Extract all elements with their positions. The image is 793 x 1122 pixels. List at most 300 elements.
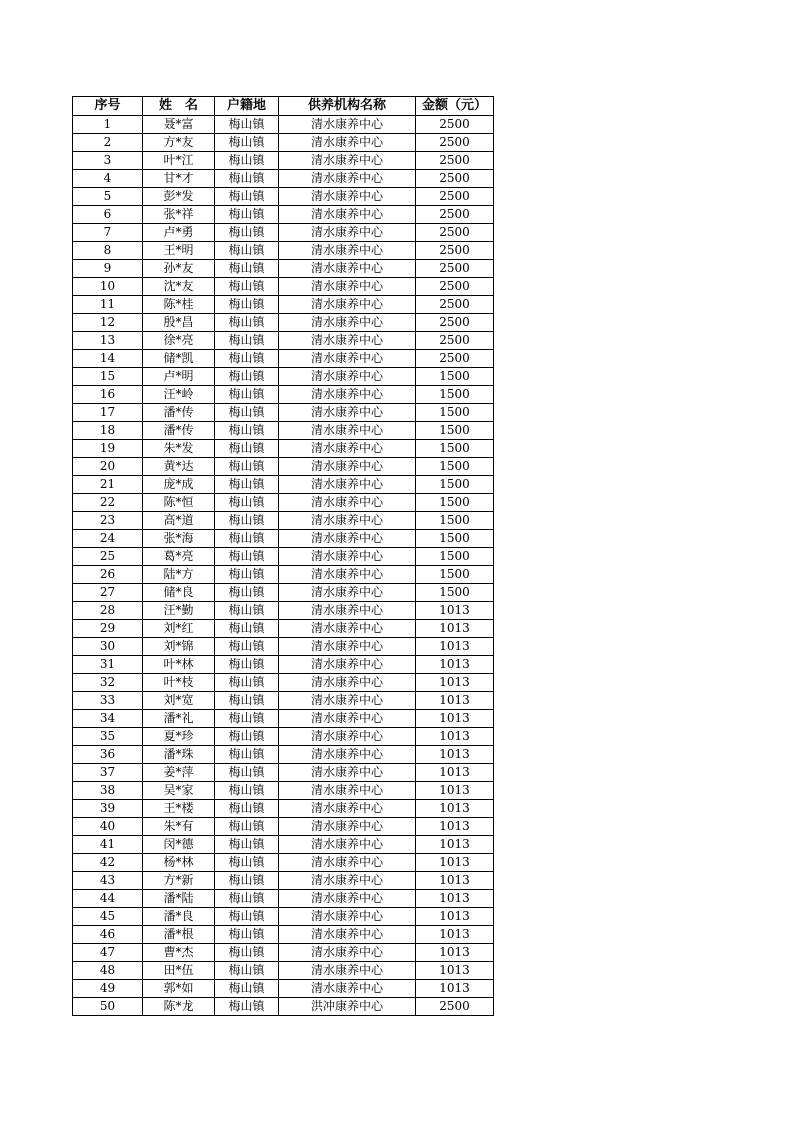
cell-name: 汪*勤 bbox=[143, 602, 215, 620]
table-row bbox=[73, 260, 494, 278]
cell-institution: 清水康养中心 bbox=[279, 674, 416, 692]
cell-amount: 1500 bbox=[416, 494, 494, 512]
cell-residence: 梅山镇 bbox=[215, 620, 279, 638]
cell-amount: 1500 bbox=[416, 548, 494, 566]
cell-institution: 清水康养中心 bbox=[279, 692, 416, 710]
cell-index: 33 bbox=[73, 692, 143, 710]
cell-index: 37 bbox=[73, 764, 143, 782]
table-row bbox=[73, 854, 494, 872]
cell-name: 沈*友 bbox=[143, 278, 215, 296]
cell-index: 42 bbox=[73, 854, 143, 872]
cell-index: 13 bbox=[73, 332, 143, 350]
cell-name: 高*道 bbox=[143, 512, 215, 530]
table-row bbox=[73, 134, 494, 152]
cell-institution: 清水康养中心 bbox=[279, 116, 416, 134]
cell-residence: 梅山镇 bbox=[215, 350, 279, 368]
cell-residence: 梅山镇 bbox=[215, 422, 279, 440]
cell-residence: 梅山镇 bbox=[215, 224, 279, 242]
cell-name: 陆*方 bbox=[143, 566, 215, 584]
cell-residence: 梅山镇 bbox=[215, 278, 279, 296]
cell-institution: 清水康养中心 bbox=[279, 620, 416, 638]
cell-name: 郭*如 bbox=[143, 980, 215, 998]
header-row bbox=[73, 97, 494, 116]
cell-amount: 1013 bbox=[416, 674, 494, 692]
cell-institution: 清水康养中心 bbox=[279, 818, 416, 836]
cell-index: 2 bbox=[73, 134, 143, 152]
cell-name: 朱*有 bbox=[143, 818, 215, 836]
table-row bbox=[73, 908, 494, 926]
table-row bbox=[73, 458, 494, 476]
cell-residence: 梅山镇 bbox=[215, 764, 279, 782]
cell-institution: 清水康养中心 bbox=[279, 872, 416, 890]
cell-name: 刘*宽 bbox=[143, 692, 215, 710]
cell-residence: 梅山镇 bbox=[215, 638, 279, 656]
cell-institution: 清水康养中心 bbox=[279, 530, 416, 548]
table-row bbox=[73, 224, 494, 242]
cell-residence: 梅山镇 bbox=[215, 116, 279, 134]
table-row bbox=[73, 332, 494, 350]
cell-institution: 清水康养中心 bbox=[279, 836, 416, 854]
cell-index: 30 bbox=[73, 638, 143, 656]
cell-amount: 1013 bbox=[416, 710, 494, 728]
cell-index: 15 bbox=[73, 368, 143, 386]
cell-residence: 梅山镇 bbox=[215, 188, 279, 206]
table-row bbox=[73, 818, 494, 836]
cell-institution: 清水康养中心 bbox=[279, 566, 416, 584]
table-row bbox=[73, 188, 494, 206]
table-row bbox=[73, 710, 494, 728]
cell-residence: 梅山镇 bbox=[215, 728, 279, 746]
cell-index: 1 bbox=[73, 116, 143, 134]
cell-institution: 清水康养中心 bbox=[279, 350, 416, 368]
cell-institution: 清水康养中心 bbox=[279, 422, 416, 440]
cell-index: 8 bbox=[73, 242, 143, 260]
cell-residence: 梅山镇 bbox=[215, 332, 279, 350]
cell-residence: 梅山镇 bbox=[215, 386, 279, 404]
table-row bbox=[73, 602, 494, 620]
cell-residence: 梅山镇 bbox=[215, 854, 279, 872]
cell-residence: 梅山镇 bbox=[215, 404, 279, 422]
cell-index: 49 bbox=[73, 980, 143, 998]
cell-amount: 1013 bbox=[416, 836, 494, 854]
cell-index: 46 bbox=[73, 926, 143, 944]
cell-name: 闵*德 bbox=[143, 836, 215, 854]
cell-amount: 2500 bbox=[416, 242, 494, 260]
cell-name: 方*新 bbox=[143, 872, 215, 890]
table-row bbox=[73, 440, 494, 458]
cell-residence: 梅山镇 bbox=[215, 440, 279, 458]
table-row bbox=[73, 152, 494, 170]
cell-amount: 1013 bbox=[416, 656, 494, 674]
cell-residence: 梅山镇 bbox=[215, 314, 279, 332]
cell-amount: 2500 bbox=[416, 296, 494, 314]
cell-name: 陈*桂 bbox=[143, 296, 215, 314]
table-header bbox=[73, 97, 494, 116]
table-row bbox=[73, 728, 494, 746]
cell-amount: 1013 bbox=[416, 944, 494, 962]
table-row bbox=[73, 206, 494, 224]
cell-name: 陈*恒 bbox=[143, 494, 215, 512]
cell-index: 14 bbox=[73, 350, 143, 368]
cell-index: 23 bbox=[73, 512, 143, 530]
cell-institution: 清水康养中心 bbox=[279, 728, 416, 746]
cell-name: 甘*才 bbox=[143, 170, 215, 188]
table-row bbox=[73, 386, 494, 404]
cell-amount: 1500 bbox=[416, 368, 494, 386]
cell-index: 5 bbox=[73, 188, 143, 206]
table-row bbox=[73, 476, 494, 494]
cell-residence: 梅山镇 bbox=[215, 458, 279, 476]
cell-institution: 清水康养中心 bbox=[279, 602, 416, 620]
cell-name: 潘*传 bbox=[143, 404, 215, 422]
cell-index: 32 bbox=[73, 674, 143, 692]
cell-residence: 梅山镇 bbox=[215, 926, 279, 944]
cell-name: 夏*珍 bbox=[143, 728, 215, 746]
cell-index: 36 bbox=[73, 746, 143, 764]
cell-residence: 梅山镇 bbox=[215, 674, 279, 692]
cell-amount: 1013 bbox=[416, 746, 494, 764]
cell-name: 潘*根 bbox=[143, 926, 215, 944]
cell-index: 21 bbox=[73, 476, 143, 494]
table-row bbox=[73, 116, 494, 134]
cell-residence: 梅山镇 bbox=[215, 476, 279, 494]
cell-amount: 1500 bbox=[416, 512, 494, 530]
cell-residence: 梅山镇 bbox=[215, 530, 279, 548]
cell-residence: 梅山镇 bbox=[215, 800, 279, 818]
cell-name: 曹*杰 bbox=[143, 944, 215, 962]
cell-residence: 梅山镇 bbox=[215, 818, 279, 836]
cell-institution: 清水康养中心 bbox=[279, 224, 416, 242]
table-row bbox=[73, 494, 494, 512]
cell-residence: 梅山镇 bbox=[215, 998, 279, 1016]
table-row bbox=[73, 422, 494, 440]
cell-amount: 1500 bbox=[416, 404, 494, 422]
cell-name: 叶*枝 bbox=[143, 674, 215, 692]
table-row bbox=[73, 980, 494, 998]
cell-amount: 2500 bbox=[416, 998, 494, 1016]
cell-amount: 1500 bbox=[416, 476, 494, 494]
cell-institution: 清水康养中心 bbox=[279, 458, 416, 476]
cell-index: 28 bbox=[73, 602, 143, 620]
cell-index: 50 bbox=[73, 998, 143, 1016]
cell-amount: 1013 bbox=[416, 908, 494, 926]
cell-index: 31 bbox=[73, 656, 143, 674]
table-row bbox=[73, 350, 494, 368]
cell-amount: 2500 bbox=[416, 332, 494, 350]
header-institution: 供养机构名称 bbox=[279, 97, 416, 116]
cell-name: 张*祥 bbox=[143, 206, 215, 224]
cell-amount: 2500 bbox=[416, 206, 494, 224]
cell-institution: 清水康养中心 bbox=[279, 476, 416, 494]
cell-residence: 梅山镇 bbox=[215, 296, 279, 314]
cell-residence: 梅山镇 bbox=[215, 242, 279, 260]
table-row bbox=[73, 872, 494, 890]
cell-index: 11 bbox=[73, 296, 143, 314]
cell-amount: 1013 bbox=[416, 638, 494, 656]
cell-name: 卢*勇 bbox=[143, 224, 215, 242]
cell-name: 朱*发 bbox=[143, 440, 215, 458]
cell-institution: 清水康养中心 bbox=[279, 764, 416, 782]
cell-institution: 清水康养中心 bbox=[279, 134, 416, 152]
header-index: 序号 bbox=[73, 97, 143, 116]
cell-amount: 2500 bbox=[416, 314, 494, 332]
table-row bbox=[73, 926, 494, 944]
cell-amount: 1013 bbox=[416, 782, 494, 800]
cell-name: 吴*家 bbox=[143, 782, 215, 800]
table-row bbox=[73, 620, 494, 638]
cell-index: 16 bbox=[73, 386, 143, 404]
cell-name: 王*楼 bbox=[143, 800, 215, 818]
cell-index: 25 bbox=[73, 548, 143, 566]
cell-amount: 1013 bbox=[416, 980, 494, 998]
cell-name: 刘*锦 bbox=[143, 638, 215, 656]
cell-name: 张*海 bbox=[143, 530, 215, 548]
cell-residence: 梅山镇 bbox=[215, 944, 279, 962]
table-row bbox=[73, 638, 494, 656]
cell-name: 潘*良 bbox=[143, 908, 215, 926]
cell-name: 殷*昌 bbox=[143, 314, 215, 332]
cell-name: 孙*友 bbox=[143, 260, 215, 278]
cell-residence: 梅山镇 bbox=[215, 170, 279, 188]
cell-name: 卢*明 bbox=[143, 368, 215, 386]
cell-institution: 清水康养中心 bbox=[279, 800, 416, 818]
cell-institution: 清水康养中心 bbox=[279, 386, 416, 404]
cell-institution: 清水康养中心 bbox=[279, 512, 416, 530]
cell-amount: 1013 bbox=[416, 872, 494, 890]
cell-index: 34 bbox=[73, 710, 143, 728]
cell-institution: 清水康养中心 bbox=[279, 980, 416, 998]
cell-amount: 1013 bbox=[416, 692, 494, 710]
cell-name: 庞*成 bbox=[143, 476, 215, 494]
cell-residence: 梅山镇 bbox=[215, 602, 279, 620]
cell-index: 3 bbox=[73, 152, 143, 170]
cell-index: 24 bbox=[73, 530, 143, 548]
cell-institution: 清水康养中心 bbox=[279, 548, 416, 566]
cell-index: 48 bbox=[73, 962, 143, 980]
table-row bbox=[73, 746, 494, 764]
table-row bbox=[73, 764, 494, 782]
cell-residence: 梅山镇 bbox=[215, 782, 279, 800]
cell-amount: 2500 bbox=[416, 224, 494, 242]
cell-amount: 2500 bbox=[416, 134, 494, 152]
cell-residence: 梅山镇 bbox=[215, 512, 279, 530]
header-residence: 户籍地 bbox=[215, 97, 279, 116]
cell-institution: 洪冲康养中心 bbox=[279, 998, 416, 1016]
table-row bbox=[73, 800, 494, 818]
cell-index: 41 bbox=[73, 836, 143, 854]
cell-index: 43 bbox=[73, 872, 143, 890]
table-row bbox=[73, 170, 494, 188]
cell-index: 22 bbox=[73, 494, 143, 512]
cell-amount: 1500 bbox=[416, 530, 494, 548]
cell-name: 叶*林 bbox=[143, 656, 215, 674]
cell-institution: 清水康养中心 bbox=[279, 944, 416, 962]
cell-index: 19 bbox=[73, 440, 143, 458]
cell-residence: 梅山镇 bbox=[215, 566, 279, 584]
cell-name: 徐*亮 bbox=[143, 332, 215, 350]
cell-amount: 1013 bbox=[416, 818, 494, 836]
cell-residence: 梅山镇 bbox=[215, 692, 279, 710]
cell-index: 44 bbox=[73, 890, 143, 908]
cell-index: 9 bbox=[73, 260, 143, 278]
cell-amount: 2500 bbox=[416, 260, 494, 278]
cell-institution: 清水康养中心 bbox=[279, 296, 416, 314]
cell-index: 26 bbox=[73, 566, 143, 584]
cell-amount: 2500 bbox=[416, 350, 494, 368]
cell-name: 潘*珠 bbox=[143, 746, 215, 764]
cell-index: 29 bbox=[73, 620, 143, 638]
cell-name: 王*明 bbox=[143, 242, 215, 260]
table-row bbox=[73, 404, 494, 422]
cell-name: 田*伍 bbox=[143, 962, 215, 980]
cell-index: 47 bbox=[73, 944, 143, 962]
table-row bbox=[73, 242, 494, 260]
cell-name: 刘*红 bbox=[143, 620, 215, 638]
table-row bbox=[73, 998, 494, 1016]
cell-amount: 1013 bbox=[416, 800, 494, 818]
cell-name: 彭*发 bbox=[143, 188, 215, 206]
cell-amount: 1013 bbox=[416, 890, 494, 908]
cell-amount: 2500 bbox=[416, 170, 494, 188]
cell-amount: 2500 bbox=[416, 116, 494, 134]
cell-name: 潘*传 bbox=[143, 422, 215, 440]
table-row bbox=[73, 548, 494, 566]
cell-name: 黄*达 bbox=[143, 458, 215, 476]
cell-institution: 清水康养中心 bbox=[279, 890, 416, 908]
table-row bbox=[73, 782, 494, 800]
support-table bbox=[72, 96, 494, 1016]
table-row bbox=[73, 692, 494, 710]
cell-index: 38 bbox=[73, 782, 143, 800]
cell-residence: 梅山镇 bbox=[215, 368, 279, 386]
cell-institution: 清水康养中心 bbox=[279, 404, 416, 422]
table-row bbox=[73, 368, 494, 386]
table-row bbox=[73, 530, 494, 548]
cell-institution: 清水康养中心 bbox=[279, 908, 416, 926]
cell-name: 潘*陆 bbox=[143, 890, 215, 908]
cell-institution: 清水康养中心 bbox=[279, 242, 416, 260]
cell-name: 汪*岭 bbox=[143, 386, 215, 404]
cell-index: 45 bbox=[73, 908, 143, 926]
cell-amount: 1500 bbox=[416, 386, 494, 404]
cell-amount: 1013 bbox=[416, 854, 494, 872]
cell-amount: 2500 bbox=[416, 152, 494, 170]
cell-index: 35 bbox=[73, 728, 143, 746]
cell-amount: 1013 bbox=[416, 602, 494, 620]
table-row bbox=[73, 296, 494, 314]
cell-index: 7 bbox=[73, 224, 143, 242]
cell-residence: 梅山镇 bbox=[215, 260, 279, 278]
table-row bbox=[73, 890, 494, 908]
cell-institution: 清水康养中心 bbox=[279, 746, 416, 764]
cell-institution: 清水康养中心 bbox=[279, 440, 416, 458]
cell-institution: 清水康养中心 bbox=[279, 710, 416, 728]
cell-institution: 清水康养中心 bbox=[279, 206, 416, 224]
cell-index: 4 bbox=[73, 170, 143, 188]
cell-residence: 梅山镇 bbox=[215, 584, 279, 602]
cell-residence: 梅山镇 bbox=[215, 980, 279, 998]
cell-institution: 清水康养中心 bbox=[279, 260, 416, 278]
cell-amount: 1500 bbox=[416, 566, 494, 584]
cell-residence: 梅山镇 bbox=[215, 872, 279, 890]
cell-name: 陈*龙 bbox=[143, 998, 215, 1016]
cell-name: 杨*林 bbox=[143, 854, 215, 872]
cell-name: 储*良 bbox=[143, 584, 215, 602]
cell-residence: 梅山镇 bbox=[215, 134, 279, 152]
cell-institution: 清水康养中心 bbox=[279, 962, 416, 980]
cell-residence: 梅山镇 bbox=[215, 962, 279, 980]
cell-index: 6 bbox=[73, 206, 143, 224]
table-row bbox=[73, 944, 494, 962]
table-body bbox=[73, 116, 494, 1016]
cell-institution: 清水康养中心 bbox=[279, 584, 416, 602]
cell-index: 40 bbox=[73, 818, 143, 836]
cell-amount: 1500 bbox=[416, 584, 494, 602]
cell-residence: 梅山镇 bbox=[215, 746, 279, 764]
cell-index: 20 bbox=[73, 458, 143, 476]
cell-residence: 梅山镇 bbox=[215, 152, 279, 170]
cell-institution: 清水康养中心 bbox=[279, 854, 416, 872]
cell-amount: 1013 bbox=[416, 728, 494, 746]
cell-name: 潘*礼 bbox=[143, 710, 215, 728]
cell-residence: 梅山镇 bbox=[215, 206, 279, 224]
table-row bbox=[73, 566, 494, 584]
cell-amount: 1013 bbox=[416, 926, 494, 944]
cell-name: 方*友 bbox=[143, 134, 215, 152]
cell-amount: 1013 bbox=[416, 962, 494, 980]
cell-institution: 清水康养中心 bbox=[279, 332, 416, 350]
header-name: 姓 名 bbox=[143, 97, 215, 116]
cell-amount: 1500 bbox=[416, 440, 494, 458]
table-row bbox=[73, 674, 494, 692]
cell-name: 葛*亮 bbox=[143, 548, 215, 566]
cell-institution: 清水康养中心 bbox=[279, 152, 416, 170]
cell-name: 聂*富 bbox=[143, 116, 215, 134]
cell-name: 储*凯 bbox=[143, 350, 215, 368]
cell-residence: 梅山镇 bbox=[215, 710, 279, 728]
table-row bbox=[73, 512, 494, 530]
table-row bbox=[73, 656, 494, 674]
cell-residence: 梅山镇 bbox=[215, 836, 279, 854]
cell-amount: 2500 bbox=[416, 278, 494, 296]
table-row bbox=[73, 584, 494, 602]
cell-amount: 2500 bbox=[416, 188, 494, 206]
cell-institution: 清水康养中心 bbox=[279, 170, 416, 188]
cell-institution: 清水康养中心 bbox=[279, 188, 416, 206]
table-row bbox=[73, 836, 494, 854]
cell-institution: 清水康养中心 bbox=[279, 926, 416, 944]
cell-institution: 清水康养中心 bbox=[279, 638, 416, 656]
table-row bbox=[73, 278, 494, 296]
cell-institution: 清水康养中心 bbox=[279, 656, 416, 674]
cell-index: 27 bbox=[73, 584, 143, 602]
cell-institution: 清水康养中心 bbox=[279, 314, 416, 332]
cell-name: 姜*萍 bbox=[143, 764, 215, 782]
cell-index: 18 bbox=[73, 422, 143, 440]
cell-index: 39 bbox=[73, 800, 143, 818]
cell-amount: 1013 bbox=[416, 620, 494, 638]
cell-residence: 梅山镇 bbox=[215, 908, 279, 926]
cell-institution: 清水康养中心 bbox=[279, 368, 416, 386]
cell-amount: 1500 bbox=[416, 422, 494, 440]
cell-residence: 梅山镇 bbox=[215, 890, 279, 908]
cell-amount: 1500 bbox=[416, 458, 494, 476]
cell-residence: 梅山镇 bbox=[215, 494, 279, 512]
cell-institution: 清水康养中心 bbox=[279, 494, 416, 512]
cell-index: 12 bbox=[73, 314, 143, 332]
cell-residence: 梅山镇 bbox=[215, 548, 279, 566]
cell-index: 17 bbox=[73, 404, 143, 422]
